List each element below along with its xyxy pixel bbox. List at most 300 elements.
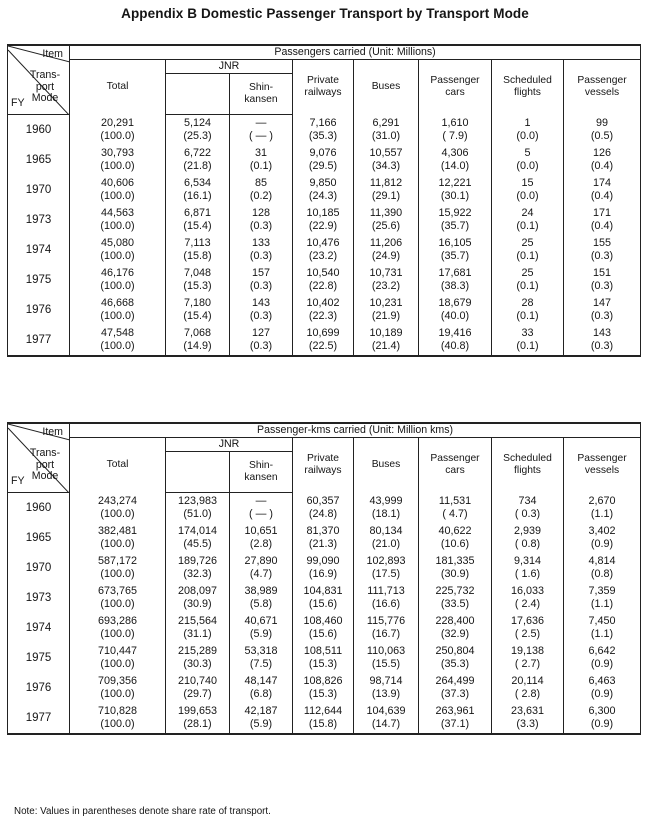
- fy-cell: 1960: [8, 115, 70, 146]
- value-number: 143: [251, 297, 270, 309]
- value-share: (15.5): [371, 658, 401, 670]
- value-number: 208,097: [177, 585, 218, 597]
- value-number: 5: [524, 147, 531, 159]
- value-number: 31: [254, 147, 267, 159]
- value-cell: [293, 295, 354, 325]
- corner-mode-line: Mode: [31, 92, 59, 104]
- corner-mode-line: Trans-: [29, 69, 61, 81]
- value-share: (32.9): [440, 628, 470, 640]
- value-share: (6.8): [249, 688, 273, 700]
- value-number: 126: [593, 147, 612, 159]
- value-number: 155: [593, 237, 612, 249]
- value-share: (4.7): [249, 568, 273, 580]
- value-cell: [230, 613, 293, 643]
- value-share: (15.8): [308, 718, 338, 730]
- header-line: Scheduled: [503, 453, 552, 465]
- value-cell: [564, 235, 641, 265]
- value-number: 10,185: [306, 207, 340, 219]
- value-share: ( 7.9): [442, 129, 468, 142]
- value-share: (14.7): [371, 718, 401, 730]
- value-cell: [564, 175, 641, 205]
- value-cell: [354, 553, 419, 583]
- footnote: Note: Values in parentheses denote share rate of transport.: [14, 806, 271, 817]
- corner-mode-line: Mode: [31, 470, 59, 482]
- col-jnr: [166, 452, 230, 493]
- value-share: ( — ): [249, 508, 273, 520]
- col-scheduled-flights: [492, 438, 564, 493]
- col-jnr-group: JNR: [166, 438, 293, 452]
- value-share: (14.0): [440, 160, 470, 172]
- value-number: 9,314: [513, 555, 542, 567]
- col-total: Total: [70, 438, 166, 493]
- value-cell: [419, 523, 492, 553]
- value-number: 10,557: [369, 147, 403, 159]
- value-number: 11,390: [369, 207, 403, 219]
- table-row: [8, 643, 641, 673]
- value-cell: [230, 115, 293, 146]
- value-number: 128: [251, 207, 270, 219]
- col-jnr-group: JNR: [166, 60, 293, 74]
- value-share: ( 2.8): [514, 688, 541, 700]
- value-number: 10,731: [369, 267, 403, 279]
- value-cell: [354, 703, 419, 734]
- value-number: 16,105: [438, 237, 472, 249]
- value-cell: [492, 613, 564, 643]
- table-row: [8, 235, 641, 265]
- value-share: (32.3): [183, 568, 212, 580]
- value-number: 7,180: [183, 297, 212, 309]
- value-share: (0.5): [590, 129, 614, 142]
- value-cell: [166, 493, 230, 524]
- value-share: (100.0): [100, 160, 135, 172]
- value-cell: [166, 673, 230, 703]
- value-number: 40,606: [100, 177, 135, 189]
- value-number: 108,511: [303, 645, 343, 657]
- value-share: ( 2.5): [514, 628, 541, 640]
- value-share: (0.3): [590, 340, 614, 352]
- value-number: 250,804: [435, 645, 475, 657]
- value-number: 7,166: [309, 116, 337, 129]
- value-share: (0.3): [590, 280, 614, 292]
- value-share: (100.0): [100, 507, 135, 520]
- col-private-railways: [293, 60, 354, 115]
- table-row: [8, 703, 641, 734]
- value-share: (15.3): [308, 688, 338, 700]
- fy-cell: 1974: [8, 235, 70, 265]
- value-share: (17.5): [371, 568, 401, 580]
- corner-mode-label: [25, 70, 65, 105]
- header-line: vessels: [584, 465, 620, 477]
- value-number: 46,176: [100, 267, 135, 279]
- col-passenger-cars: [419, 438, 492, 493]
- value-cell: [419, 295, 492, 325]
- value-share: (0.1): [516, 340, 539, 352]
- header-line: flights: [514, 87, 541, 99]
- value-cell: [70, 295, 166, 325]
- value-cell: [293, 235, 354, 265]
- value-cell: [354, 295, 419, 325]
- value-number: 127: [251, 327, 270, 339]
- value-number: 48,147: [244, 675, 278, 687]
- table-row: [8, 295, 641, 325]
- fy-cell: 1970: [8, 175, 70, 205]
- value-number: 7,113: [184, 237, 211, 249]
- value-cell: [230, 265, 293, 295]
- value-number: 10,189: [369, 327, 403, 339]
- value-cell: [492, 205, 564, 235]
- value-number: 215,289: [177, 645, 218, 657]
- value-share: (22.8): [308, 280, 338, 292]
- value-number: 243,274: [97, 494, 138, 507]
- value-cell: [70, 145, 166, 175]
- value-share: (15.6): [308, 628, 338, 640]
- value-share: ( — ): [249, 130, 273, 142]
- value-number: 6,534: [183, 177, 212, 189]
- unit-header: Passenger-kms carried (Unit: Million kms): [70, 423, 641, 438]
- value-number: 99: [596, 116, 609, 129]
- value-share: (0.9): [590, 538, 614, 550]
- value-share: (15.4): [183, 310, 212, 322]
- value-number: 4,814: [588, 555, 616, 567]
- value-cell: [293, 613, 354, 643]
- value-cell: [230, 145, 293, 175]
- value-cell: [354, 325, 419, 356]
- value-cell: [70, 703, 166, 734]
- value-share: (21.3): [308, 538, 338, 550]
- corner-mode-line: port: [35, 80, 55, 93]
- value-cell: [492, 175, 564, 205]
- value-cell: [230, 673, 293, 703]
- value-share: (30.1): [440, 190, 470, 202]
- value-share: (31.0): [371, 129, 401, 142]
- value-cell: [419, 583, 492, 613]
- value-number: 151: [593, 267, 612, 279]
- value-cell: [166, 643, 230, 673]
- passengers-table: [7, 44, 641, 357]
- value-number: 30,793: [100, 147, 135, 159]
- value-number: 98,714: [369, 675, 403, 687]
- value-cell: [564, 673, 641, 703]
- value-cell: [293, 145, 354, 175]
- value-share: (25.6): [371, 220, 401, 232]
- value-number: 85: [254, 177, 267, 189]
- value-number: 11,531: [438, 494, 472, 507]
- value-number: 53,318: [244, 645, 278, 657]
- value-cell: [354, 643, 419, 673]
- value-cell: [70, 265, 166, 295]
- value-share: (100.0): [100, 250, 135, 262]
- value-cell: [492, 493, 564, 524]
- value-cell: [70, 175, 166, 205]
- value-number: 6,300: [588, 705, 616, 717]
- corner-fy-label: FY: [11, 475, 25, 487]
- value-number: 27,890: [244, 555, 278, 567]
- value-share: (31.1): [183, 628, 212, 640]
- value-cell: [492, 295, 564, 325]
- corner-mode-line: Trans-: [29, 447, 61, 459]
- value-cell: [419, 205, 492, 235]
- value-cell: [492, 115, 564, 146]
- value-cell: [166, 115, 230, 146]
- col-shinkansen: [230, 74, 293, 115]
- value-share: (37.1): [440, 718, 470, 730]
- value-share: (21.0): [371, 538, 401, 550]
- table-row: [8, 205, 641, 235]
- value-share: ( 0.3): [514, 507, 541, 520]
- value-cell: [293, 523, 354, 553]
- value-cell: [564, 583, 641, 613]
- value-cell: [492, 583, 564, 613]
- value-share: (24.8): [308, 507, 338, 520]
- value-number: —: [255, 117, 267, 129]
- value-number: 123,983: [177, 495, 218, 507]
- value-number: 40,622: [438, 525, 472, 537]
- header-line: flights: [514, 465, 541, 477]
- value-cell: [70, 115, 166, 146]
- value-number: 147: [593, 297, 612, 309]
- value-cell: [293, 175, 354, 205]
- value-share: (0.3): [249, 340, 273, 352]
- value-cell: [354, 235, 419, 265]
- header-line: Passenger: [430, 75, 480, 87]
- value-share: (30.9): [440, 568, 470, 580]
- value-number: 215,564: [177, 615, 218, 627]
- value-cell: [564, 523, 641, 553]
- value-number: 2,939: [513, 525, 542, 537]
- value-cell: [419, 235, 492, 265]
- value-number: 174,014: [177, 525, 218, 537]
- value-number: 15,922: [438, 207, 472, 219]
- value-number: 1,610: [441, 116, 469, 129]
- value-number: 17,681: [438, 267, 472, 279]
- header-line: Shin-: [248, 82, 274, 93]
- value-share: (21.4): [371, 340, 401, 352]
- col-shinkansen: [230, 452, 293, 493]
- value-share: (13.9): [371, 688, 401, 700]
- table-row: [8, 175, 641, 205]
- value-share: (22.9): [308, 220, 338, 232]
- value-number: 15: [521, 177, 534, 189]
- value-cell: [419, 325, 492, 356]
- col-buses: Buses: [354, 60, 419, 115]
- value-number: 709,356: [97, 675, 138, 687]
- value-number: 171: [593, 207, 612, 219]
- value-share: (0.0): [516, 160, 539, 172]
- value-cell: [564, 205, 641, 235]
- value-share: (33.5): [440, 598, 470, 610]
- value-number: 133: [251, 237, 270, 249]
- table-row: [8, 673, 641, 703]
- value-number: —: [255, 495, 267, 507]
- value-share: (16.6): [371, 598, 401, 610]
- value-share: (0.0): [516, 129, 539, 142]
- value-number: 263,961: [435, 705, 475, 717]
- value-cell: [166, 553, 230, 583]
- value-number: 108,826: [303, 675, 343, 687]
- value-cell: [564, 145, 641, 175]
- value-share: (45.5): [183, 538, 212, 550]
- value-cell: [419, 673, 492, 703]
- fy-cell: 1965: [8, 145, 70, 175]
- value-share: (15.6): [308, 598, 338, 610]
- value-share: (14.9): [183, 340, 212, 352]
- value-number: 115,776: [366, 615, 406, 627]
- value-share: (0.1): [516, 280, 539, 292]
- value-cell: [70, 553, 166, 583]
- table-row: [8, 115, 641, 146]
- value-share: (3.3): [516, 718, 539, 730]
- value-share: (29.5): [308, 160, 338, 172]
- value-number: 9,850: [309, 177, 337, 189]
- value-cell: [70, 325, 166, 356]
- value-share: (21.9): [371, 310, 401, 322]
- value-share: ( 0.8): [514, 538, 541, 550]
- value-share: (15.8): [183, 250, 212, 262]
- value-number: 42,187: [244, 705, 278, 717]
- value-share: (24.9): [371, 250, 401, 262]
- value-share: (15.3): [183, 280, 212, 292]
- value-share: (100.0): [100, 340, 135, 352]
- value-number: 10,231: [369, 297, 403, 309]
- value-number: 80,134: [369, 525, 403, 537]
- value-share: (100.0): [100, 568, 135, 580]
- value-number: 18,679: [438, 297, 472, 309]
- value-number: 6,642: [588, 645, 616, 657]
- value-number: 20,291: [100, 116, 135, 129]
- value-number: 6,871: [183, 207, 212, 219]
- fy-cell: 1973: [8, 583, 70, 613]
- value-share: ( 2.4): [514, 598, 541, 610]
- table-row: [8, 325, 641, 356]
- value-cell: [293, 673, 354, 703]
- value-share: (0.8): [590, 568, 614, 580]
- value-share: (38.3): [440, 280, 470, 292]
- value-cell: [230, 643, 293, 673]
- value-cell: [166, 265, 230, 295]
- value-cell: [166, 703, 230, 734]
- value-cell: [166, 325, 230, 356]
- table-row: [8, 145, 641, 175]
- corner-mode-label: [25, 448, 65, 483]
- value-share: (0.4): [590, 160, 614, 172]
- table-row: [8, 523, 641, 553]
- header-line: Passenger: [577, 75, 627, 87]
- corner-fy-label: FY: [11, 97, 25, 109]
- header-line: cars: [445, 87, 465, 99]
- value-number: 3,402: [588, 525, 616, 537]
- col-jnr: [166, 74, 230, 115]
- value-share: (16.9): [308, 568, 338, 580]
- col-private-railways: [293, 438, 354, 493]
- value-number: 10,699: [306, 327, 340, 339]
- value-share: (15.4): [183, 220, 212, 232]
- value-cell: [492, 265, 564, 295]
- value-cell: [492, 673, 564, 703]
- header-line: Private: [306, 75, 340, 87]
- value-cell: [293, 265, 354, 295]
- value-number: 189,726: [177, 555, 218, 567]
- value-cell: [230, 523, 293, 553]
- value-share: (35.3): [440, 658, 470, 670]
- value-share: (28.1): [183, 718, 212, 730]
- value-cell: [166, 205, 230, 235]
- value-cell: [70, 235, 166, 265]
- value-number: 47,548: [100, 327, 135, 339]
- corner-mode-line: port: [35, 458, 55, 471]
- value-share: (1.1): [590, 628, 614, 640]
- header-line: Shin-: [248, 460, 274, 471]
- value-cell: [492, 235, 564, 265]
- value-share: (16.7): [371, 628, 401, 640]
- value-share: (0.9): [590, 688, 614, 700]
- value-number: 143: [593, 327, 612, 339]
- value-share: (0.3): [249, 220, 273, 232]
- value-number: 6,722: [183, 147, 212, 159]
- corner-header: [8, 45, 70, 115]
- value-share: (100.0): [100, 280, 135, 292]
- fy-cell: 1970: [8, 553, 70, 583]
- value-share: ( 4.7): [442, 507, 468, 520]
- value-share: (23.2): [308, 250, 338, 262]
- value-cell: [293, 583, 354, 613]
- value-number: 710,828: [97, 705, 138, 717]
- value-cell: [230, 295, 293, 325]
- col-passenger-vessels: [564, 60, 641, 115]
- value-number: 587,172: [97, 555, 138, 567]
- value-share: (2.8): [249, 538, 273, 550]
- col-total: Total: [70, 60, 166, 115]
- value-number: 19,416: [438, 327, 472, 339]
- value-share: (0.2): [249, 190, 273, 202]
- value-share: (30.9): [183, 598, 212, 610]
- value-share: (0.3): [249, 310, 273, 322]
- value-share: (35.7): [440, 220, 470, 232]
- value-cell: [293, 643, 354, 673]
- value-number: 112,644: [303, 705, 343, 717]
- value-share: (100.0): [100, 129, 135, 142]
- value-cell: [354, 145, 419, 175]
- value-cell: [564, 613, 641, 643]
- value-cell: [166, 175, 230, 205]
- value-number: 693,286: [97, 615, 138, 627]
- value-share: (1.1): [590, 598, 614, 610]
- table-row: [8, 493, 641, 524]
- value-cell: [166, 295, 230, 325]
- table-row: [8, 553, 641, 583]
- value-share: (100.0): [100, 220, 135, 232]
- value-share: (5.9): [249, 718, 273, 730]
- value-number: 6,463: [588, 675, 616, 687]
- value-number: 99,090: [306, 555, 340, 567]
- value-cell: [293, 703, 354, 734]
- value-number: 16,033: [510, 585, 545, 597]
- value-share: (0.3): [590, 250, 614, 262]
- value-share: (0.9): [590, 718, 614, 730]
- value-number: 673,765: [97, 585, 138, 597]
- value-number: 7,359: [588, 585, 616, 597]
- value-number: 10,540: [306, 267, 340, 279]
- header-line: kansen: [244, 472, 278, 483]
- value-cell: [293, 325, 354, 356]
- value-cell: [166, 235, 230, 265]
- corner-item-label: Item: [42, 48, 63, 60]
- header-line: railways: [304, 465, 342, 477]
- value-number: 104,639: [366, 705, 406, 717]
- fy-cell: 1973: [8, 205, 70, 235]
- value-cell: [166, 613, 230, 643]
- header-line: cars: [445, 465, 465, 477]
- value-cell: [354, 523, 419, 553]
